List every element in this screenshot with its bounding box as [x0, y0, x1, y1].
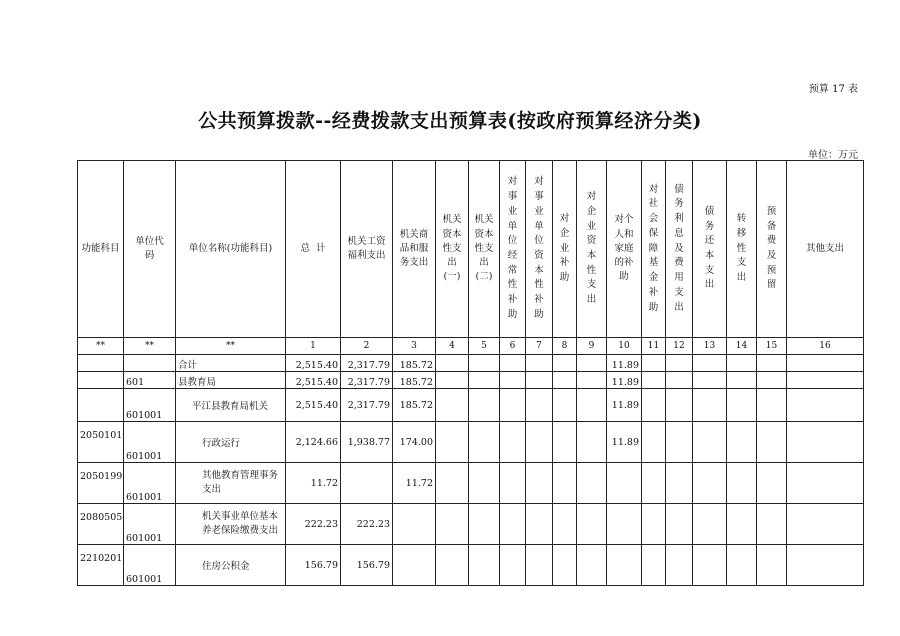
empty-cell	[553, 504, 577, 545]
empty-cell	[757, 545, 787, 586]
empty-cell	[757, 422, 787, 463]
salary-cell	[341, 463, 393, 504]
salary-cell: 156.79	[341, 545, 393, 586]
empty-cell	[436, 545, 469, 586]
empty-cell	[666, 422, 693, 463]
empty-cell	[553, 389, 577, 422]
unit-name-cell: 其他教育管理事务支出	[176, 463, 286, 504]
household-subsidy-cell: 11.89	[607, 422, 642, 463]
empty-cell	[787, 355, 864, 372]
unit-code-cell	[124, 355, 176, 372]
unit-name-cell: 住房公积金	[176, 545, 286, 586]
function-code-cell: 2050101	[78, 422, 124, 463]
empty-cell	[436, 355, 469, 372]
index-cell: **	[176, 338, 286, 355]
index-cell: 15	[757, 338, 787, 355]
empty-cell	[642, 389, 666, 422]
empty-cell	[436, 389, 469, 422]
goods-services-cell: 185.72	[393, 372, 436, 389]
empty-cell	[577, 422, 607, 463]
empty-cell	[787, 463, 864, 504]
empty-cell	[757, 372, 787, 389]
empty-cell	[757, 504, 787, 545]
empty-cell	[666, 463, 693, 504]
empty-cell	[693, 389, 727, 422]
household-subsidy-cell	[607, 463, 642, 504]
empty-cell	[553, 463, 577, 504]
function-code-cell	[78, 389, 124, 422]
col-header-10: 对社会保障基金补助	[642, 161, 666, 338]
unit-code-cell: 601001	[124, 463, 176, 504]
function-code-cell	[78, 355, 124, 372]
empty-cell	[469, 389, 500, 422]
unit-code-cell: 601001	[124, 422, 176, 463]
empty-cell	[577, 504, 607, 545]
empty-cell	[469, 355, 500, 372]
index-cell: 8	[553, 338, 577, 355]
empty-cell	[642, 545, 666, 586]
index-cell: 13	[693, 338, 727, 355]
col-header-unit-name: 单位名称(功能科目)	[176, 161, 286, 338]
empty-cell	[436, 422, 469, 463]
budget-table	[77, 160, 864, 586]
empty-cell	[500, 422, 526, 463]
index-cell: 6	[500, 338, 526, 355]
empty-cell	[727, 355, 757, 372]
col-header-8: 对企业资本性支出	[577, 161, 607, 338]
empty-cell	[436, 463, 469, 504]
function-code-cell	[78, 372, 124, 389]
goods-services-cell: 185.72	[393, 389, 436, 422]
col-header-11: 债务利息及费用支出	[666, 161, 693, 338]
col-header-13: 转移性支出	[727, 161, 757, 338]
empty-cell	[666, 504, 693, 545]
unit-code-cell: 601001	[124, 504, 176, 545]
index-cell: 2	[341, 338, 393, 355]
empty-cell	[693, 422, 727, 463]
unit-name-cell: 合计	[176, 355, 286, 372]
empty-cell	[577, 463, 607, 504]
goods-services-cell	[393, 504, 436, 545]
index-cell: 3	[393, 338, 436, 355]
empty-cell	[666, 355, 693, 372]
empty-cell	[553, 372, 577, 389]
total-cell: 156.79	[286, 545, 341, 586]
empty-cell	[642, 504, 666, 545]
empty-cell	[500, 504, 526, 545]
empty-cell	[693, 545, 727, 586]
empty-cell	[787, 389, 864, 422]
unit-name-cell: 平江县教育局机关	[176, 389, 286, 422]
empty-cell	[757, 389, 787, 422]
empty-cell	[526, 389, 553, 422]
empty-cell	[693, 372, 727, 389]
col-header-3: 机关资本性支出(一)	[436, 161, 469, 338]
index-cell: 10	[607, 338, 642, 355]
col-header-12: 债务还本支出	[693, 161, 727, 338]
empty-cell	[500, 355, 526, 372]
empty-cell	[500, 372, 526, 389]
table-row	[78, 504, 864, 545]
empty-cell	[757, 355, 787, 372]
empty-cell	[642, 355, 666, 372]
household-subsidy-cell: 11.89	[607, 389, 642, 422]
empty-cell	[642, 372, 666, 389]
empty-cell	[526, 545, 553, 586]
form-number: 预算 17 表	[808, 84, 858, 95]
empty-cell	[469, 422, 500, 463]
col-header-function: 功能科目	[78, 161, 124, 338]
empty-cell	[727, 504, 757, 545]
empty-cell	[553, 422, 577, 463]
index-cell: 7	[526, 338, 553, 355]
index-cell: 9	[577, 338, 607, 355]
table-row	[78, 463, 864, 504]
empty-cell	[577, 389, 607, 422]
col-header-total: 总 计	[286, 161, 341, 338]
household-subsidy-cell: 11.89	[607, 372, 642, 389]
total-cell: 2,515.40	[286, 355, 341, 372]
empty-cell	[469, 545, 500, 586]
empty-cell	[727, 422, 757, 463]
empty-cell	[500, 389, 526, 422]
empty-cell	[577, 372, 607, 389]
empty-cell	[787, 372, 864, 389]
table-row	[78, 389, 864, 422]
total-cell: 2,515.40	[286, 389, 341, 422]
unit-label: 单位：万元	[808, 150, 858, 161]
index-row	[78, 338, 864, 355]
empty-cell	[787, 504, 864, 545]
col-header-15: 其他支出	[787, 161, 864, 338]
col-header-2: 机关商品和服务支出	[393, 161, 436, 338]
empty-cell	[727, 372, 757, 389]
function-code-cell: 2210201	[78, 545, 124, 586]
salary-cell: 2,317.79	[341, 355, 393, 372]
empty-cell	[666, 372, 693, 389]
goods-services-cell	[393, 545, 436, 586]
empty-cell	[526, 422, 553, 463]
household-subsidy-cell: 11.89	[607, 355, 642, 372]
empty-cell	[526, 372, 553, 389]
index-cell: **	[124, 338, 176, 355]
empty-cell	[693, 463, 727, 504]
empty-cell	[469, 463, 500, 504]
function-code-cell: 2080505	[78, 504, 124, 545]
empty-cell	[666, 545, 693, 586]
empty-cell	[436, 372, 469, 389]
empty-cell	[526, 504, 553, 545]
unit-code-cell: 601001	[124, 545, 176, 586]
col-header-unit-code: 单位代码	[124, 161, 176, 338]
goods-services-cell: 11.72	[393, 463, 436, 504]
index-cell: 4	[436, 338, 469, 355]
total-cell: 2,515.40	[286, 372, 341, 389]
empty-cell	[693, 504, 727, 545]
table-row-total	[78, 355, 864, 372]
unit-code-cell: 601001	[124, 389, 176, 422]
empty-cell	[787, 422, 864, 463]
header-row	[78, 161, 864, 338]
household-subsidy-cell	[607, 545, 642, 586]
index-cell: 16	[787, 338, 864, 355]
empty-cell	[787, 545, 864, 586]
empty-cell	[666, 389, 693, 422]
index-cell: 12	[666, 338, 693, 355]
total-cell: 2,124.66	[286, 422, 341, 463]
col-header-5: 对事业单位经常性补助	[500, 161, 526, 338]
col-header-6: 对事业单位资本性补助	[526, 161, 553, 338]
empty-cell	[436, 504, 469, 545]
index-cell: 11	[642, 338, 666, 355]
col-header-4: 机关资本性支出(二)	[469, 161, 500, 338]
unit-name-cell: 机关事业单位基本养老保险缴费支出	[176, 504, 286, 545]
table-row	[78, 372, 864, 389]
empty-cell	[553, 355, 577, 372]
empty-cell	[526, 463, 553, 504]
total-cell: 11.72	[286, 463, 341, 504]
function-code-cell: 2050199	[78, 463, 124, 504]
goods-services-cell: 174.00	[393, 422, 436, 463]
index-cell: 14	[727, 338, 757, 355]
index-cell: **	[78, 338, 124, 355]
empty-cell	[500, 463, 526, 504]
salary-cell: 222.23	[341, 504, 393, 545]
empty-cell	[553, 545, 577, 586]
empty-cell	[727, 389, 757, 422]
empty-cell	[642, 463, 666, 504]
total-cell: 222.23	[286, 504, 341, 545]
empty-cell	[469, 504, 500, 545]
salary-cell: 2,317.79	[341, 389, 393, 422]
household-subsidy-cell	[607, 504, 642, 545]
empty-cell	[577, 355, 607, 372]
empty-cell	[500, 545, 526, 586]
table-row	[78, 545, 864, 586]
col-header-14: 预备费及预留	[757, 161, 787, 338]
empty-cell	[577, 545, 607, 586]
index-cell: 5	[469, 338, 500, 355]
col-header-7: 对企业补助	[553, 161, 577, 338]
col-header-1: 机关工资福利支出	[341, 161, 393, 338]
index-cell: 1	[286, 338, 341, 355]
empty-cell	[727, 545, 757, 586]
unit-code-cell: 601	[124, 372, 176, 389]
empty-cell	[727, 463, 757, 504]
empty-cell	[526, 355, 553, 372]
empty-cell	[693, 355, 727, 372]
unit-name-cell: 县教育局	[176, 372, 286, 389]
salary-cell: 2,317.79	[341, 372, 393, 389]
unit-name-cell: 行政运行	[176, 422, 286, 463]
salary-cell: 1,938.77	[341, 422, 393, 463]
empty-cell	[642, 422, 666, 463]
col-header-9: 对个人和家庭的补助	[607, 161, 642, 338]
goods-services-cell: 185.72	[393, 355, 436, 372]
empty-cell	[757, 463, 787, 504]
table-row	[78, 422, 864, 463]
page-title: 公共预算拨款--经费拨款支出预算表(按政府预算经济分类)	[198, 110, 702, 132]
empty-cell	[469, 372, 500, 389]
